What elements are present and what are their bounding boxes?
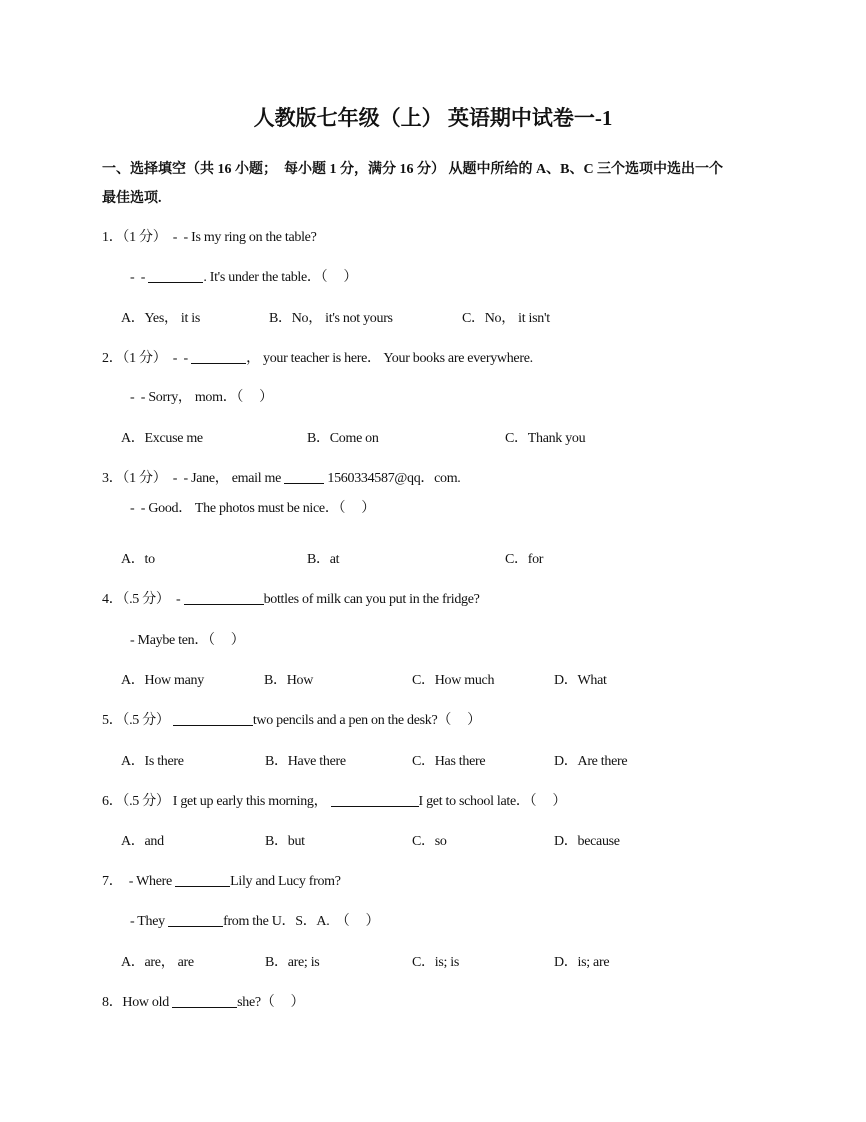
question-line xyxy=(102,993,304,1013)
question-line xyxy=(130,268,357,288)
question-text: - - Sorry， mom．（ ） xyxy=(130,390,273,405)
option-c: C．How much xyxy=(412,673,495,688)
option-a: A．and xyxy=(121,834,164,849)
answer-blank xyxy=(168,912,223,927)
question-line xyxy=(102,349,533,369)
text: . It's under the table．（ ） xyxy=(203,270,358,285)
text: bottles of milk can you put in the fridge? xyxy=(263,592,480,607)
answer-blank xyxy=(331,792,419,807)
answer-blank xyxy=(284,469,324,484)
option-c: C．Thank you xyxy=(505,431,586,446)
question-text: - Maybe ten．（ ） xyxy=(130,633,245,648)
text: - They xyxy=(130,914,169,929)
option-a: A．to xyxy=(121,552,155,567)
option-a: A．Excuse me xyxy=(121,431,203,446)
option-d: D．because xyxy=(554,834,620,849)
answer-blank xyxy=(175,872,230,887)
text: 3．（1 分） - - Jane， email me xyxy=(102,471,285,486)
text: two pencils and a pen on the desk?（ ） xyxy=(252,713,481,728)
option-a: A．Yes， it is xyxy=(121,311,200,326)
option-c: C．for xyxy=(505,552,544,567)
page-title: 人教版七年级（上） 英语期中试卷一-1 xyxy=(253,106,613,130)
option-b: B．Come on xyxy=(307,431,379,446)
option-a: A．Is there xyxy=(121,754,184,769)
answer-blank xyxy=(148,268,203,283)
option-c: C．so xyxy=(412,834,447,849)
option-c: C．is; is xyxy=(412,955,460,970)
question-text: - - Good． The photos must be nice．（ ） xyxy=(130,501,375,516)
answer-blank xyxy=(173,711,253,726)
text: 6．（.5 分） I get up early this morning， xyxy=(102,794,331,809)
option-b: B．No， it's not yours xyxy=(269,311,393,326)
answer-blank xyxy=(191,349,246,364)
text: Lily and Lucy from? xyxy=(230,874,341,889)
answer-blank xyxy=(172,993,237,1008)
section-heading-cont: 最佳选项. xyxy=(102,191,162,206)
text: 5．（.5 分） xyxy=(102,713,173,728)
option-b: B．are; is xyxy=(265,955,320,970)
option-d: D．is; are xyxy=(554,955,610,970)
option-c: C．No， it isn't xyxy=(462,311,550,326)
option-a: A．How many xyxy=(121,673,204,688)
option-d: D．What xyxy=(554,673,607,688)
text: 7． - Where xyxy=(102,874,176,889)
question-line xyxy=(102,590,480,610)
option-b: B．at xyxy=(307,552,340,567)
option-d: D．Are there xyxy=(554,754,628,769)
text: 4．（.5 分） - xyxy=(102,592,184,607)
option-a: A．are， are xyxy=(121,955,194,970)
question-text: 1．（1 分） - - Is my ring on the table? xyxy=(102,230,317,245)
text: ， your teacher is here． Your books are everywhere. xyxy=(246,351,533,366)
option-c: C．Has there xyxy=(412,754,486,769)
question-line xyxy=(130,912,379,932)
option-b: B．Have there xyxy=(265,754,346,769)
text: - - xyxy=(130,270,149,285)
option-b: B．How xyxy=(264,673,314,688)
question-line xyxy=(102,872,341,892)
question-line xyxy=(102,711,481,731)
text: 8．How old xyxy=(102,995,173,1010)
text: from the U．S．A. （ ） xyxy=(223,914,380,929)
option-b: B．but xyxy=(265,834,305,849)
question-line xyxy=(102,469,461,489)
answer-blank xyxy=(184,590,264,605)
text: 1560334587@qq．com. xyxy=(324,471,461,486)
text: 2．（1 分） - - xyxy=(102,351,192,366)
text: I get to school late．（ ） xyxy=(418,794,567,809)
question-line xyxy=(102,792,566,812)
section-heading: 一、选择填空（共 16 小题； 每小题 1 分，满分 16 分） 从题中所给的 A、B、C 三个选项中选出一个 xyxy=(102,162,724,177)
text: she?（ ） xyxy=(237,995,305,1010)
